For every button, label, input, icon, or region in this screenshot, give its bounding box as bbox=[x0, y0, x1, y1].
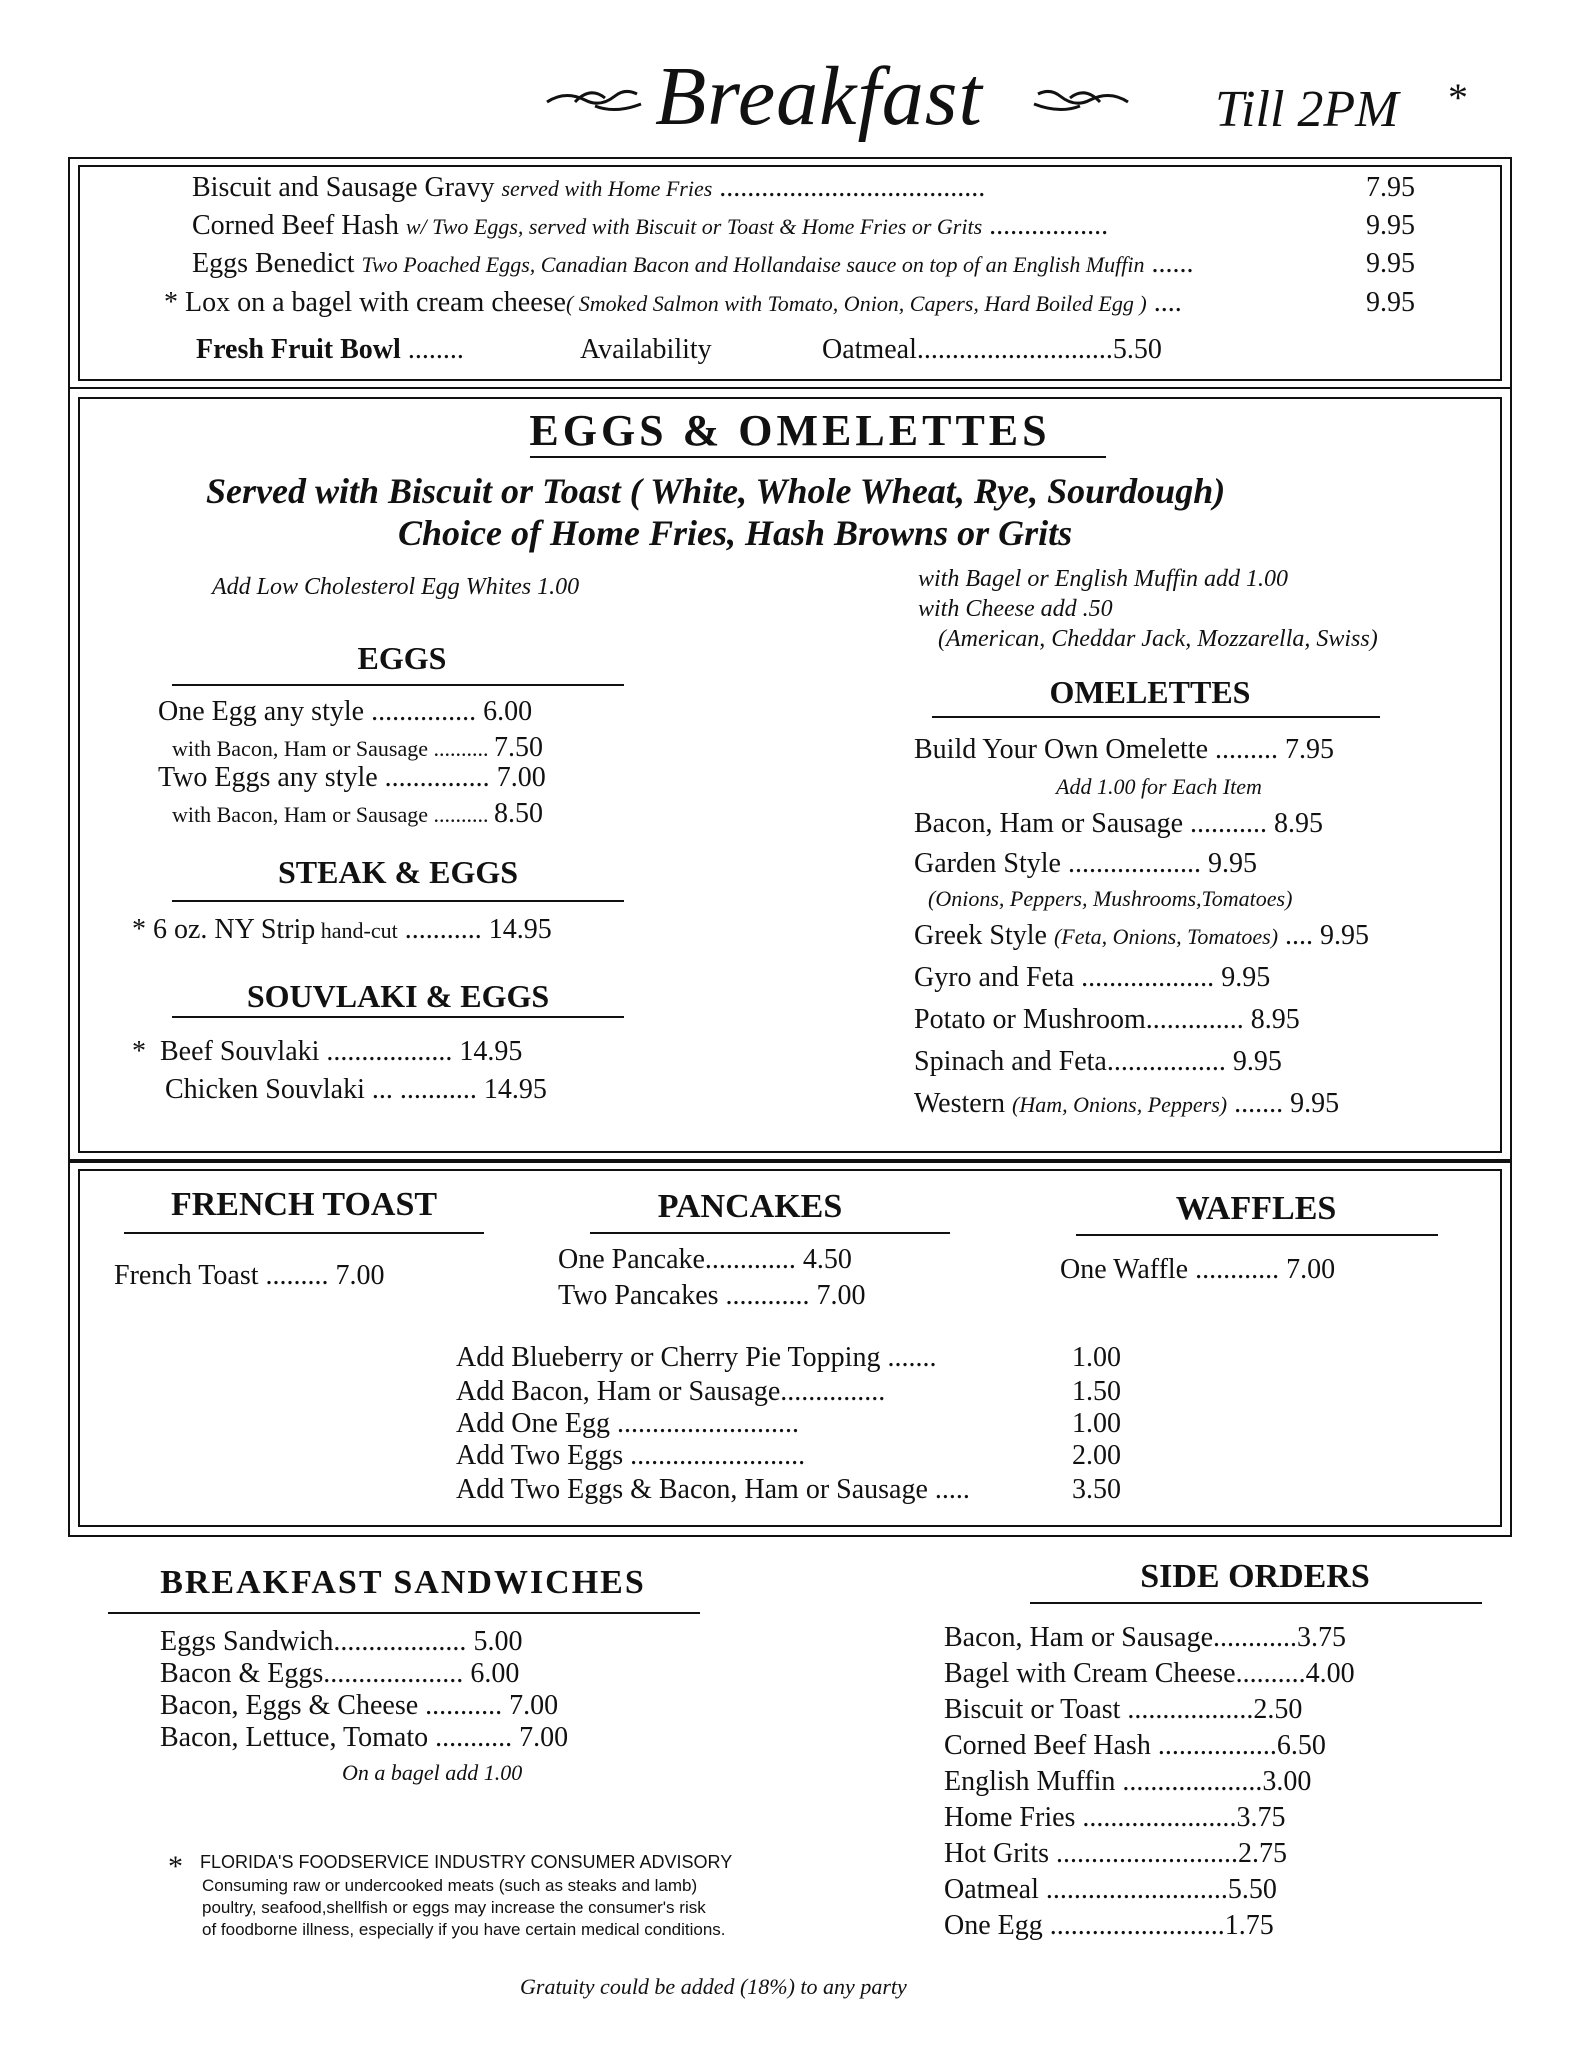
french-toast-heading: FRENCH TOAST bbox=[170, 1186, 438, 1223]
side-row: Oatmeal ..........................5.50 bbox=[944, 1874, 1277, 1905]
french-toast-row: French Toast ......... 7.00 bbox=[114, 1260, 385, 1291]
advisory-line: poultry, seafood,shellfish or eggs may increase the consumer's risk bbox=[202, 1898, 706, 1917]
menu-row: Bacon, Ham or Sausage ........... 8.95 bbox=[914, 808, 1324, 839]
menu-price: 7.95 bbox=[1366, 172, 1415, 203]
garden-note: (Onions, Peppers, Mushrooms,Tomatoes) bbox=[928, 886, 1293, 911]
sandwich-row: Bacon & Eggs.................... 6.00 bbox=[160, 1658, 520, 1689]
add-on-price: 3.50 bbox=[1072, 1474, 1121, 1505]
menu-row: with Bacon, Ham or Sausage .......... 8.50 bbox=[172, 798, 543, 829]
pancake-row: Two Pancakes ............ 7.00 bbox=[558, 1280, 866, 1311]
menu-row: Build Your Own Omelette ......... 7.95 bbox=[914, 734, 1334, 765]
sandwich-row: Bacon, Eggs & Cheese ........... 7.00 bbox=[160, 1690, 559, 1721]
omelettes-heading: OMELETTES bbox=[1049, 674, 1251, 710]
gratuity-note: Gratuity could be added (18%) to any party bbox=[520, 1974, 907, 1999]
eggs-omelettes-title: EGGS & OMELETTES bbox=[529, 406, 1051, 455]
menu-title: Breakfast bbox=[655, 50, 983, 143]
add-on-price: 1.00 bbox=[1072, 1408, 1121, 1439]
bagel-add-note: On a bagel add 1.00 bbox=[342, 1760, 523, 1785]
add-on-price: 1.50 bbox=[1072, 1376, 1121, 1407]
choice-of-text: Choice of Home Fries, Hash Browns or Grits bbox=[398, 513, 1073, 553]
menu-row: with Bacon, Ham or Sausage .......... 7.50 bbox=[172, 732, 543, 763]
add-on-row: Add One Egg .......................... bbox=[456, 1408, 799, 1439]
menu-row: Garden Style ................... 9.95 bbox=[914, 848, 1257, 879]
eggs-heading: EGGS bbox=[357, 640, 447, 676]
menu-row: Corned Beef Hash w/ Two Eggs, served with Biscuit or Toast & Home Fries or Grits ................. bbox=[192, 210, 1109, 241]
side-row: Bacon, Ham or Sausage............3.75 bbox=[944, 1622, 1347, 1653]
add-on-row: Add Bacon, Ham or Sausage............... bbox=[456, 1376, 886, 1407]
egg-whites-note: Add Low Cholesterol Egg Whites 1.00 bbox=[212, 574, 580, 600]
menu-row: Two Eggs any style ............... 7.00 bbox=[158, 762, 546, 793]
menu-row: Potato or Mushroom.............. 8.95 bbox=[914, 1004, 1300, 1035]
menu-row: Oatmeal............................5.50 bbox=[822, 334, 1162, 365]
bagel-note: with Bagel or English Muffin add 1.00 bbox=[918, 566, 1288, 592]
side-row: Bagel with Cream Cheese..........4.00 bbox=[944, 1658, 1355, 1689]
advisory-line: Consuming raw or undercooked meats (such as steaks and lamb) bbox=[202, 1876, 698, 1895]
steak-eggs-heading: STEAK & EGGS bbox=[277, 854, 519, 890]
menu-price: 9.95 bbox=[1366, 210, 1415, 241]
breakfast-sandwiches-heading: BREAKFAST SANDWICHES bbox=[160, 1564, 646, 1601]
pancake-row: One Pancake............. 4.50 bbox=[558, 1244, 852, 1275]
each-item-note: Add 1.00 for Each Item bbox=[1056, 774, 1262, 799]
add-on-row: Add Two Eggs & Bacon, Ham or Sausage ..... bbox=[456, 1474, 970, 1505]
advisory-line: of foodborne illness, especially if you have certain medical conditions. bbox=[202, 1920, 726, 1939]
waffles-heading: WAFFLES bbox=[1175, 1190, 1337, 1227]
pancakes-heading: PANCAKES bbox=[657, 1188, 843, 1225]
serving-hours: Till 2PM bbox=[1215, 81, 1399, 138]
side-row: Corned Beef Hash .................6.50 bbox=[944, 1730, 1326, 1761]
menu-row: Fresh Fruit Bowl ........ bbox=[196, 334, 464, 365]
menu-price: 9.95 bbox=[1366, 248, 1415, 279]
menu-row: * 6 oz. NY Strip hand-cut ........... 14.95 bbox=[132, 914, 552, 945]
sandwich-row: Bacon, Lettuce, Tomato ........... 7.00 bbox=[160, 1722, 569, 1753]
advisory-heading: FLORIDA'S FOODSERVICE INDUSTRY CONSUMER ADVISORY bbox=[200, 1852, 733, 1872]
menu-row: One Egg any style ............... 6.00 bbox=[158, 696, 533, 727]
cheese-note: with Cheese add .50 bbox=[918, 596, 1113, 622]
advisory-star-mark: * bbox=[168, 1850, 183, 1883]
side-row: One Egg .........................1.75 bbox=[944, 1910, 1274, 1941]
add-on-row: Add Blueberry or Cherry Pie Topping ....... bbox=[456, 1342, 937, 1373]
menu-row: Greek Style (Feta, Onions, Tomatoes) .... 9.95 bbox=[914, 920, 1370, 951]
right-flourish-icon bbox=[1030, 80, 1130, 120]
served-with-text: Served with Biscuit or Toast ( White, Whole Wheat, Rye, Sourdough) bbox=[206, 471, 1226, 511]
menu-row: Spinach and Feta................. 9.95 bbox=[914, 1046, 1282, 1077]
left-flourish-icon bbox=[545, 80, 645, 120]
menu-row: * Beef Souvlaki .................. 14.95 bbox=[132, 1036, 523, 1067]
add-on-price: 1.00 bbox=[1072, 1342, 1121, 1373]
menu-row: Biscuit and Sausage Gravy served with Home Fries ...................................... bbox=[192, 172, 986, 203]
menu-price: 9.95 bbox=[1366, 287, 1415, 318]
menu-row: Gyro and Feta ................... 9.95 bbox=[914, 962, 1271, 993]
side-row: English Muffin ....................3.00 bbox=[944, 1766, 1312, 1797]
sandwich-row: Eggs Sandwich................... 5.00 bbox=[160, 1626, 523, 1657]
side-orders-heading: SIDE ORDERS bbox=[1140, 1558, 1370, 1595]
cheese-types-note: (American, Cheddar Jack, Mozzarella, Swiss) bbox=[938, 626, 1378, 652]
menu-row: Western (Ham, Onions, Peppers) ....... 9.95 bbox=[914, 1088, 1340, 1119]
side-row: Hot Grits ..........................2.75 bbox=[944, 1838, 1287, 1869]
waffle-row: One Waffle ............ 7.00 bbox=[1060, 1254, 1336, 1285]
menu-row: Chicken Souvlaki ... ........... 14.95 bbox=[165, 1074, 547, 1105]
menu-row: * Lox on a bagel with cream cheese( Smoked Salmon with Tomato, Onion, Capers, Hard Boiled Egg ) .... bbox=[164, 287, 1182, 318]
menu-header bbox=[0, 28, 1582, 143]
add-on-price: 2.00 bbox=[1072, 1440, 1121, 1471]
side-row: Home Fries ......................3.75 bbox=[944, 1802, 1286, 1833]
add-on-row: Add Two Eggs ......................... bbox=[456, 1440, 806, 1471]
advisory-star: * bbox=[1448, 75, 1468, 120]
side-row: Biscuit or Toast ..................2.50 bbox=[944, 1694, 1303, 1725]
menu-row: Eggs Benedict Two Poached Eggs, Canadian Bacon and Hollandaise sauce on top of an English Muffin ...... bbox=[192, 248, 1194, 279]
souvlaki-eggs-heading: SOUVLAKI & EGGS bbox=[246, 978, 550, 1014]
availability-text: Availability bbox=[580, 334, 712, 365]
